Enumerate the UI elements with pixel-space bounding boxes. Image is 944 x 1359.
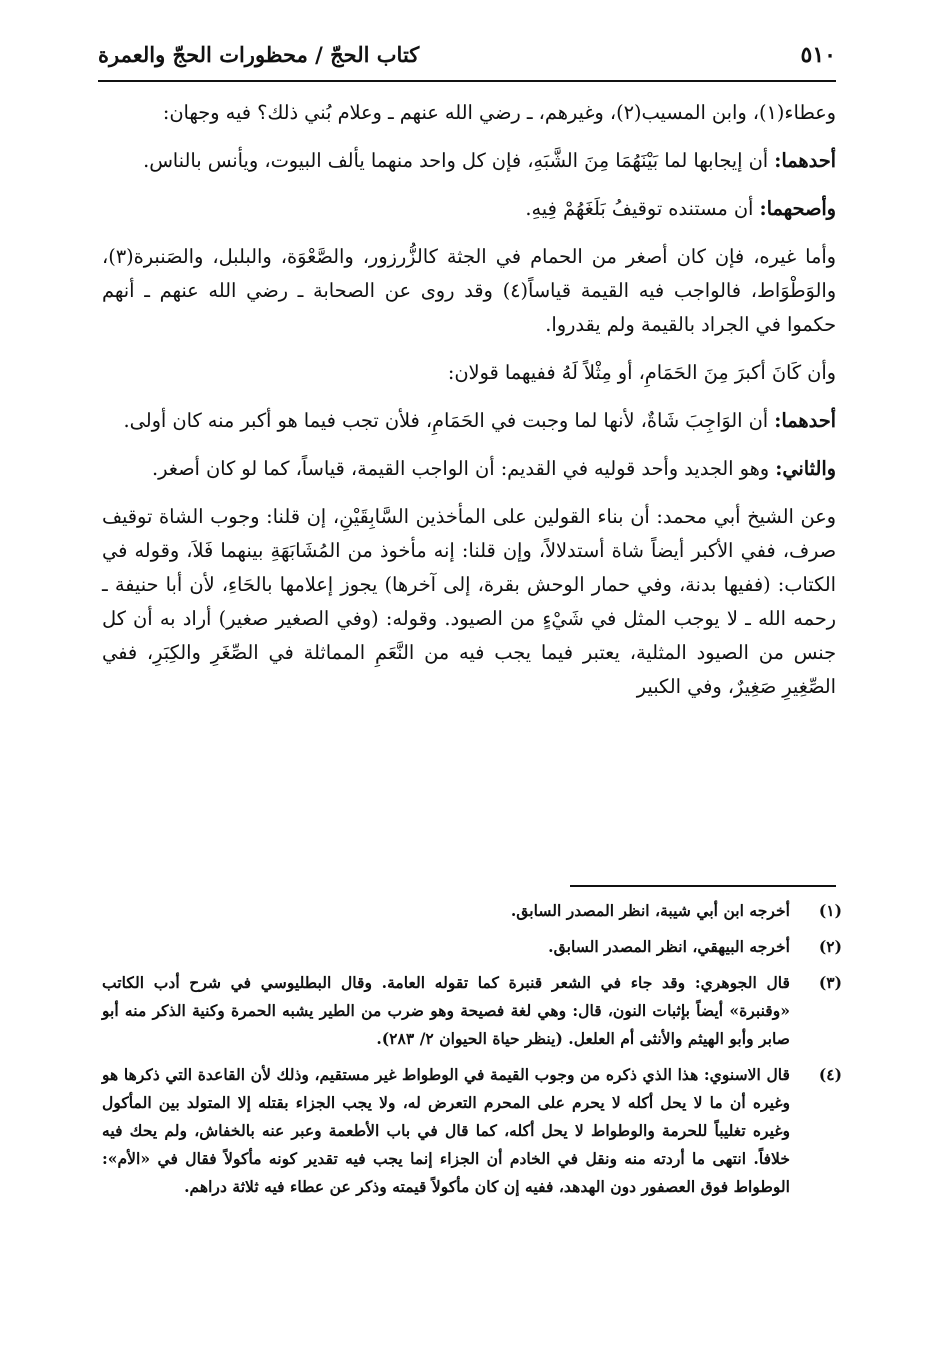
main-text <box>102 96 836 718</box>
paragraph-2: أحدهما: أن إيجابها لما بَيْنَهُمَا مِنَ الشَّبَهِ، فإن كل واحد منهما يألف البيوت، ويأنس بالناس. <box>143 149 836 172</box>
header-rule <box>98 80 836 82</box>
paragraph-1: وعطاء(١)، وابن المسيب(٢)، وغيرهم، ـ رضي الله عنهم ـ وعلام بُني ذلك؟ فيه وجهان: <box>162 101 836 124</box>
paragraph-lead: أحدهما: <box>774 149 836 172</box>
chapter-title: كتاب الحجّ / محظورات الحجّ والعمرة <box>98 42 420 67</box>
paragraph-8: وعن الشيخ أبي محمد: أن بناء القولين على المأخذين السَّابِقَيْنِ، إن قلنا: وجوب الشاة توقيف صرف، ففي الأكبر أيضاً شاة أستدلالاً، وإن قلنا: إنه مأخوذ من المُشَابَهَةِ بينهما فَلاَ، وقوله في الكتاب: (ففيها بدنة، وفي حمار الوحش بقرة، إلى آخرها) يجوز إعلامها بالحَاءِ، لأن أبا حنيفة ـ رحمه الله ـ لا يوجب المثل في شَيْءٍ من الصيود. وقوله: (وفي الصغير صغير) أراد به أن كل جنس من الصيود المثلية، يعتبر فيما يجب فيه من النَّعَمِ المماثلة في الصِّغَرِ والكِبَرِ، ففي الصِّغِيرِ صَغِيرٌ، وفي الكبير <box>102 505 836 698</box>
paragraph-4: وأما غيره، فإن كان أصغر من الحمام في الجثة كالزُّرزور، والصَّعْوَة، والبلبل، والصَنبرة(٣)، والوَطْوَاط، فالواجب فيه القيمة قياساً(٤) وقد روى عن الصحابة ـ رضي الله عنهم ـ أنهم حكموا في الجراد بالقيمة ولم يقدروا. <box>102 245 836 336</box>
footnote-number: (٣) <box>818 973 842 992</box>
paragraph-6: أحدهما: أن الوَاجِبَ شَاةٌ، لأنها لما وجبت في الحَمَامِ، فلأن تجب فيما هو أكبر منه كان أولى. <box>123 409 836 432</box>
footnote-4 <box>102 1061 842 1201</box>
footnote-separator <box>570 885 836 887</box>
footnote-3 <box>102 969 842 1053</box>
footnote-number: (٢) <box>818 937 842 956</box>
paragraph-lead: وأصحهما: <box>759 197 836 220</box>
footnote-number: (٤) <box>818 1065 842 1084</box>
footnotes <box>102 897 842 1209</box>
running-header <box>98 38 836 78</box>
paragraph-lead: أحدهما: <box>774 409 836 432</box>
footnote-text: أخرجه ابن أبي شيبة، انظر المصدر السابق. <box>510 901 790 920</box>
paragraph-lead: والثاني: <box>775 457 836 480</box>
footnote-text: أخرجه البيهقي، انظر المصدر السابق. <box>548 937 790 956</box>
paragraph-3: وأصحهما: أن مستنده توقيفُ بَلَغَهُمْ فِيهِ. <box>525 197 836 220</box>
page-number: ٥١٠ <box>800 42 836 68</box>
footnote-number: (١) <box>818 901 842 920</box>
footnote-text: قال الاسنوي: هذا الذي ذكره من وجوب القيمة في الوطواط غير مستقيم، وذلك لأن القاعدة التي ذكرها هو وغيره أن ما لا يحل أكله لا يحرم على المحرم التعرض له، ولا يجب الجزاء بقتله إلا المتولد بين المأكول وغيره تغليباً للحرمة والوطواط لا يحل أكله، كما قال في باب الأطعمة وعبر عنه بالخفاش، ولم يحك فيه خلافاً. انتهى ما أردته منه ونقل في الخادم أن الجزاء إنما يجب فيه تقدير كونه مأكولاً فقال في «الأم»: الوطواط فوق العصفور دون الهدهد، ففيه إن كان مأكولاً قيمته وذكر عن عطاء فيه ثلاثة دراهم. <box>102 1065 790 1196</box>
footnote-2 <box>102 933 842 961</box>
footnote-1 <box>102 897 842 925</box>
paragraph-7: والثاني: وهو الجديد وأحد قوليه في القديم: أن الواجب القيمة، قياساً، كما لو كان أصغر. <box>152 457 836 480</box>
paragraph-5: وأن كَانَ أكبرَ مِنَ الحَمَامِ، أو مِثْلاً لَهُ ففيهما قولان: <box>447 361 836 384</box>
footnote-text: قال الجوهري: وقد جاء في الشعر قنبرة كما تقوله العامة. وقال البطليوسي في شرح أدب الكاتب «وقنبرة» أيضاً بإثبات النون، قال: وهي لغة فصيحة وهو ضرب من الطير يشبه الحمرة وكنية الذكر منه أبو صابر وأبو الهيثم والأنثى أم العلعل. (ينظر حياة الحيوان ٢/ ٢٨٣). <box>102 973 790 1048</box>
